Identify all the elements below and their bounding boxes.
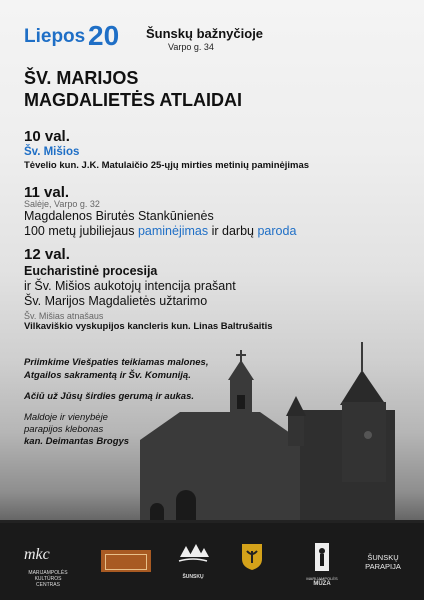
statue-icon: [305, 543, 339, 571]
mkc-logo-caption: MARIJAMPOLĖS KULTŪROS CENTRAS: [28, 570, 68, 588]
signature-line-1: Maldoje ir vienybėje: [24, 412, 108, 423]
event-title-line-2: MAGDALIETĖS ATLAIDAI: [24, 90, 242, 110]
sunsku-seniunija-caption: ŠUNSKŲ: [182, 574, 204, 580]
muza-logo: [305, 543, 339, 587]
date-day: 20: [88, 20, 120, 51]
text-11-plain: 100 metų jubiliejaus: [24, 224, 138, 238]
priest-name: kan. Deimantas Brogys: [24, 436, 130, 447]
invitation-line-2: Atgailos sakramentą ir Šv. Komuniją.: [24, 370, 191, 381]
venue-address: Varpo g. 34: [168, 42, 214, 52]
text-11-line-1: Magdalenos Birutės Stankūnienės: [24, 209, 214, 223]
exhibition-highlight: paroda: [257, 224, 297, 238]
mkc-logo-lettering: mkc: [24, 546, 50, 563]
invitation-line-1: Priimkime Viešpaties teikiamas malones,: [24, 357, 209, 368]
event-title: [24, 67, 242, 111]
muza-caption-small: MARIJAMPOLĖS: [306, 576, 338, 581]
coat-of-arms-logo: [241, 543, 263, 576]
tree-icon: [176, 543, 210, 569]
time-11: 11 val.: [24, 184, 70, 201]
celebrant-label: Šv. Mišias atnašaus: [24, 311, 104, 321]
parish-line-2: PARAPIJA: [365, 562, 401, 571]
thanks-line: Ačiū už Jūsų širdies gerumą ir aukas.: [24, 391, 195, 402]
time-10: 10 val.: [24, 128, 70, 145]
celebrant-name: Vilkaviškio vyskupijos kancleris kun. Linas Baltrušaitis: [24, 321, 273, 332]
time-12: 12 val.: [24, 246, 70, 263]
procession-label: Eucharistinė procesija: [24, 264, 158, 278]
shield-icon: [241, 543, 263, 571]
commemoration-10: Tėvelio kun. J.K. Matulaičio 25-ųjų mirties metinių paminėjimas: [24, 160, 310, 171]
parish-line-1: ŠUNSKŲ: [367, 553, 399, 562]
parish-logo: [358, 553, 408, 571]
mkc-logo: [22, 543, 74, 588]
festival-logo-frame: [105, 554, 147, 570]
text-12-line-1: ir Šv. Mišios aukotojų intencija prašant: [24, 279, 236, 293]
text-12-line-2: Šv. Marijos Magdalietės užtarimo: [24, 294, 208, 308]
location-11: Salėje, Varpo g. 32: [24, 199, 100, 209]
event-title-line-1: ŠV. MARIJOS: [24, 68, 139, 88]
text-11-connector: ir darbų: [208, 224, 258, 238]
sunsku-seniunija-logo: [176, 543, 210, 580]
mkc-logo-mark: [22, 543, 74, 565]
text-11-line-2: [24, 223, 296, 239]
mass-label-10: Šv. Mišios: [24, 146, 80, 158]
commemoration-highlight: paminėjimas: [137, 224, 209, 238]
date-month: Liepos: [24, 26, 86, 47]
festival-logo: [101, 550, 151, 572]
venue-name: Šunskų bažnyčioje: [146, 26, 264, 41]
signature-line-2: parapijos klebonas: [24, 424, 104, 435]
muza-caption: MŪZA: [313, 581, 331, 587]
